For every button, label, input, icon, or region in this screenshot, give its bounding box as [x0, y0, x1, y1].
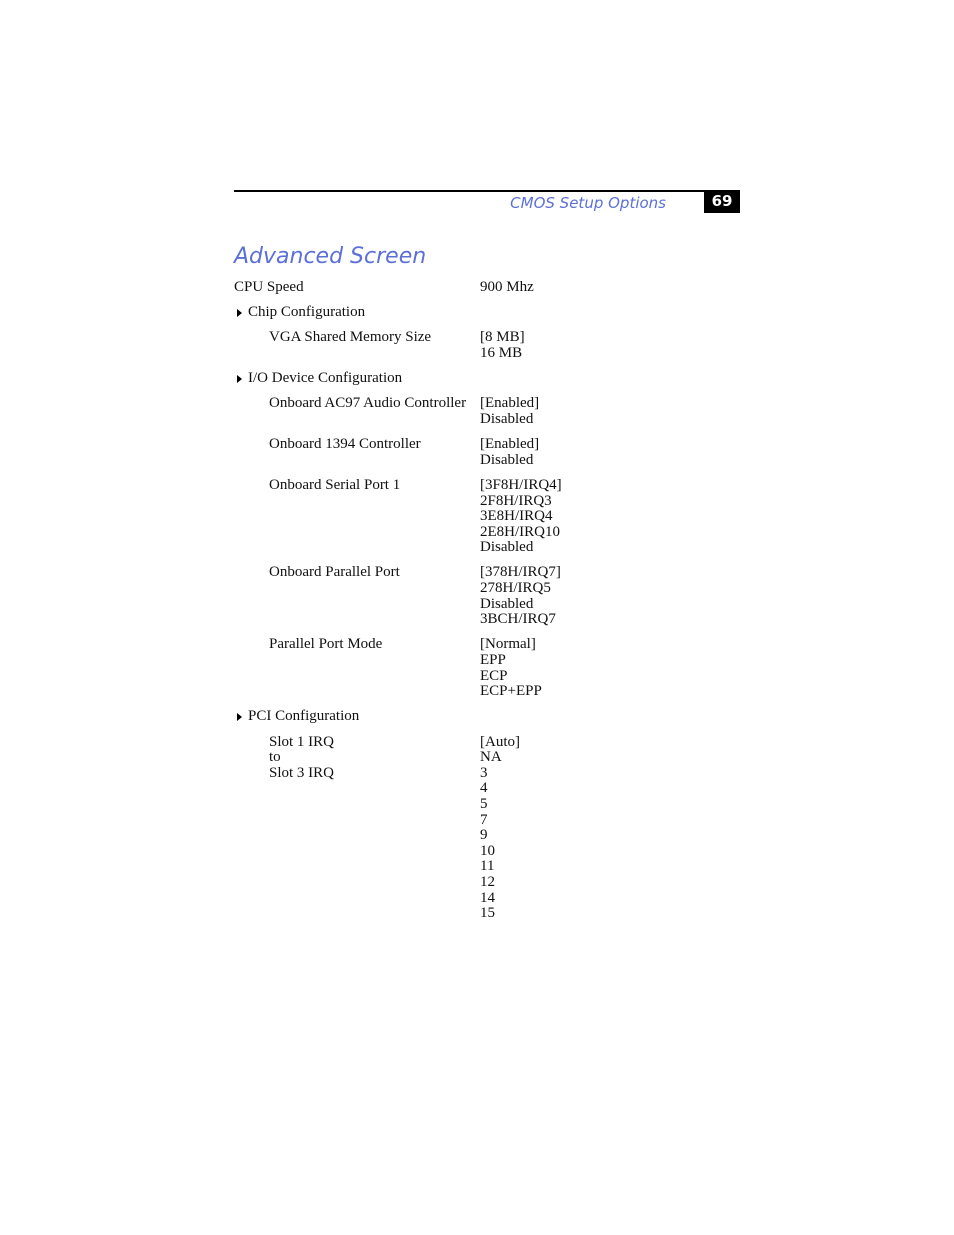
setting-label-line: Onboard AC97 Audio Controller	[269, 395, 467, 412]
option-value: 15	[480, 905, 495, 922]
default-option-value: [Enabled]	[480, 395, 540, 412]
setting-label-line: Onboard 1394 Controller	[269, 436, 421, 453]
option-value: 16 MB	[480, 344, 523, 361]
option-value: 900 Mhz	[480, 279, 534, 295]
submenu-arrow-icon	[237, 713, 242, 721]
category-label	[234, 305, 480, 321]
setting-label-line: Onboard Serial Port 1	[269, 476, 401, 493]
category-row	[234, 305, 740, 321]
default-option-value: [378H/IRQ7]	[480, 564, 561, 581]
option-values	[480, 637, 740, 699]
default-option-value: [Enabled]	[480, 436, 540, 453]
setting-label-line: Slot 1 IRQ	[269, 733, 335, 750]
running-header-section: CMOS Setup Options	[510, 194, 666, 212]
setting-row	[234, 437, 740, 468]
option-value: NA	[480, 749, 502, 766]
setting-row	[234, 565, 740, 627]
setting-row	[234, 396, 740, 427]
setting-label	[234, 735, 480, 922]
option-value: 10	[480, 842, 495, 859]
setting-row	[234, 330, 740, 361]
default-option-value: [Auto]	[480, 733, 520, 750]
option-values	[480, 735, 740, 922]
option-values	[480, 280, 740, 296]
option-value: 3BCH/IRQ7	[480, 611, 556, 628]
option-value: 4	[480, 780, 488, 797]
setting-label	[234, 396, 480, 427]
header-rule	[234, 190, 740, 192]
category-label-text: PCI Configuration	[248, 708, 360, 725]
option-value: Disabled	[480, 410, 534, 427]
page-title: Advanced Screen	[234, 244, 427, 269]
option-value: EPP	[480, 652, 506, 669]
category-row	[234, 709, 740, 725]
option-value: ECP+EPP	[480, 683, 542, 700]
setting-label	[234, 637, 480, 699]
setting-label-line: VGA Shared Memory Size	[269, 329, 432, 346]
page-number: 69	[704, 190, 740, 213]
setting-row	[234, 280, 740, 296]
option-value: 3	[480, 764, 488, 781]
option-value: 9	[480, 827, 488, 844]
option-values	[480, 371, 740, 387]
setting-label	[234, 280, 480, 296]
category-label	[234, 371, 480, 387]
option-value: ECP	[480, 667, 508, 684]
option-value: 3E8H/IRQ4	[480, 508, 553, 525]
setting-label-line: Parallel Port Mode	[269, 636, 383, 653]
submenu-arrow-icon	[237, 309, 242, 317]
option-value: Disabled	[480, 539, 534, 556]
default-option-value: [Normal]	[480, 636, 536, 653]
setting-row	[234, 637, 740, 699]
setting-label-line: to	[269, 749, 281, 766]
category-label-text: Chip Configuration	[248, 304, 366, 321]
setting-label	[234, 330, 480, 361]
option-value: 2F8H/IRQ3	[480, 492, 552, 509]
category-label-text: I/O Device Configuration	[248, 370, 403, 387]
option-values	[480, 437, 740, 468]
option-value: Disabled	[480, 451, 534, 468]
option-value: Disabled	[480, 595, 534, 612]
submenu-arrow-icon	[237, 375, 242, 383]
settings-list	[234, 280, 740, 931]
option-values	[480, 396, 740, 427]
setting-row	[234, 735, 740, 922]
option-value: 11	[480, 858, 495, 875]
category-row	[234, 371, 740, 387]
setting-label	[234, 565, 480, 627]
option-value: 278H/IRQ5	[480, 580, 551, 597]
setting-label	[234, 478, 480, 556]
option-values	[480, 478, 740, 556]
option-values	[480, 709, 740, 725]
option-value: 12	[480, 873, 495, 890]
setting-label	[234, 437, 480, 468]
category-label	[234, 709, 480, 725]
default-option-value: [8 MB]	[480, 329, 525, 346]
default-option-value: [3F8H/IRQ4]	[480, 476, 562, 493]
option-value: 14	[480, 889, 495, 906]
option-value: 5	[480, 795, 488, 812]
option-values	[480, 565, 740, 627]
option-value: 2E8H/IRQ10	[480, 523, 560, 540]
option-values	[480, 305, 740, 321]
option-values	[480, 330, 740, 361]
setting-label-line: Onboard Parallel Port	[269, 564, 400, 581]
setting-row	[234, 478, 740, 556]
setting-label-line: Slot 3 IRQ	[269, 764, 335, 781]
option-value: 7	[480, 811, 488, 828]
setting-label-line: CPU Speed	[234, 279, 304, 295]
